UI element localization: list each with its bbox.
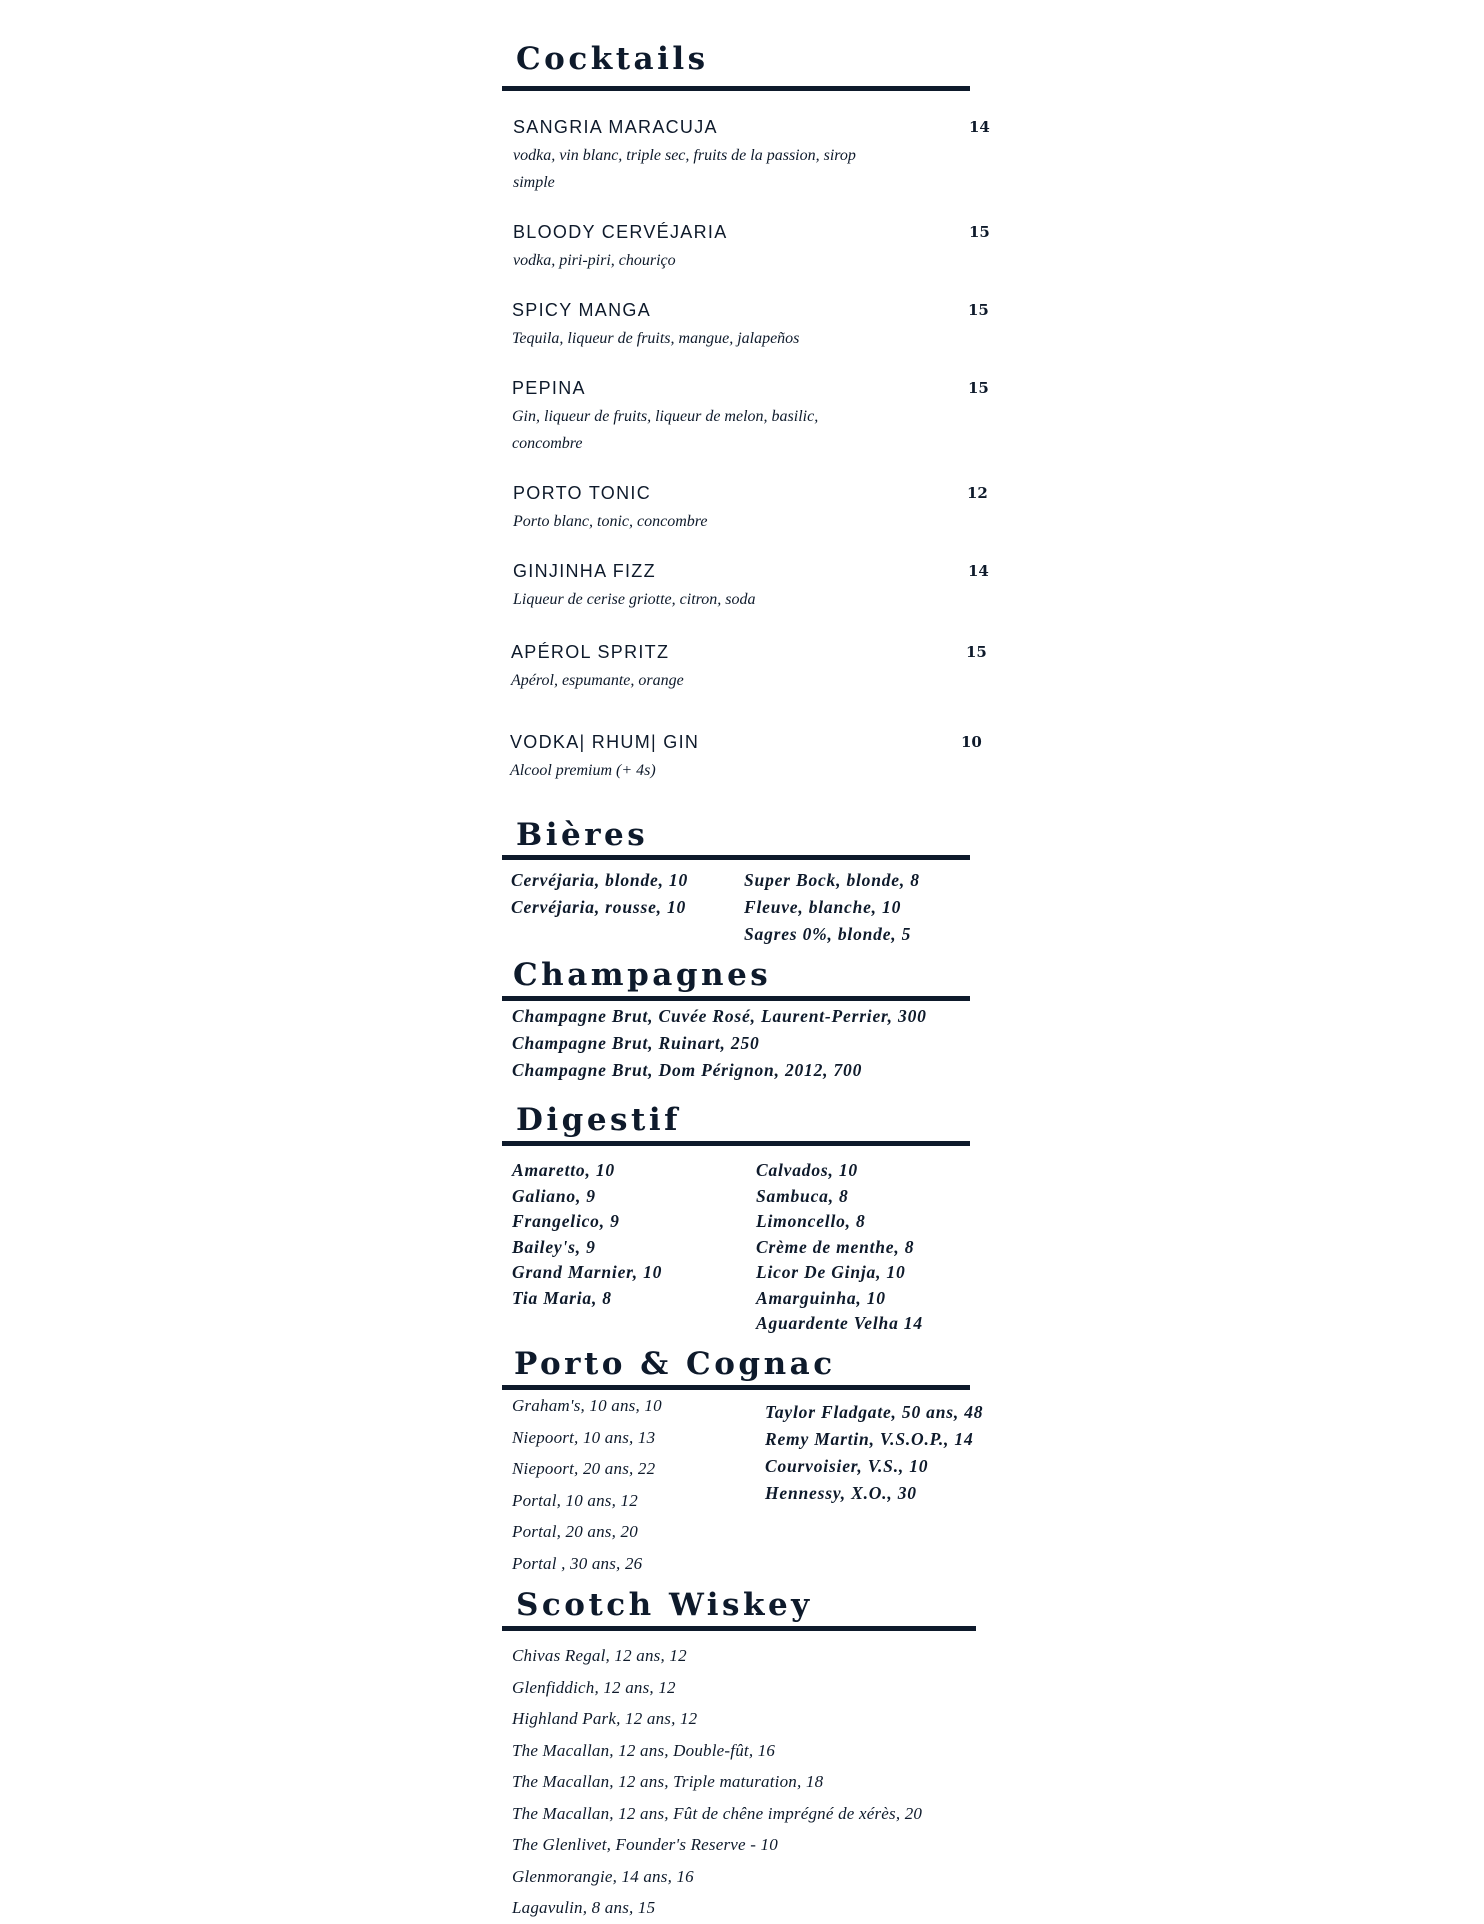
list-item: Amaretto, 10 bbox=[512, 1160, 615, 1180]
list-item: Calvados, 10 bbox=[756, 1160, 858, 1180]
bieres-divider bbox=[502, 855, 970, 860]
list-item: Limoncello, 8 bbox=[756, 1211, 866, 1231]
cognac-list-right bbox=[765, 1399, 983, 1507]
list-item: Cervéjaria, rousse, 10 bbox=[511, 897, 687, 917]
list-item: The Macallan, 12 ans, Triple maturation, 18 bbox=[512, 1772, 824, 1791]
list-item: Grand Marnier, 10 bbox=[512, 1262, 663, 1282]
bieres-list-left bbox=[511, 867, 688, 921]
cocktail-price: 15 bbox=[969, 223, 990, 241]
cocktail-price: 15 bbox=[968, 379, 989, 397]
cocktail-price: 15 bbox=[968, 301, 989, 319]
champagnes-heading: Champagnes bbox=[513, 957, 772, 993]
list-item: Frangelico, 9 bbox=[512, 1211, 620, 1231]
list-item: Courvoisier, V.S., 10 bbox=[765, 1456, 929, 1476]
list-item: Sambuca, 8 bbox=[756, 1185, 849, 1206]
digestif-list-left bbox=[512, 1158, 662, 1311]
list-item: Niepoort, 20 ans, 22 bbox=[512, 1459, 656, 1478]
scotch-divider bbox=[502, 1626, 976, 1631]
list-item: Champagne Brut, Ruinart, 250 bbox=[512, 1033, 760, 1053]
list-item: Cervéjaria, blonde, 10 bbox=[511, 870, 689, 890]
list-item: Portal, 10 ans, 12 bbox=[512, 1490, 638, 1510]
cocktails-heading: Cocktails bbox=[516, 41, 709, 77]
list-item: Glenfiddich, 12 ans, 12 bbox=[512, 1677, 676, 1697]
list-item: Portal, 20 ans, 20 bbox=[512, 1522, 638, 1541]
list-item: Chivas Regal, 12 ans, 12 bbox=[512, 1646, 687, 1665]
list-item: Aguardente Velha 14 bbox=[756, 1313, 923, 1333]
list-item: Crème de menthe, 8 bbox=[756, 1236, 915, 1257]
cocktail-price: 12 bbox=[967, 484, 988, 502]
cocktail-description: Gin, liqueur de fruits, liqueur de melon, basilic, concombre bbox=[512, 408, 819, 452]
list-item: Fleuve, blanche, 10 bbox=[744, 897, 902, 917]
list-item: Portal , 30 ans, 26 bbox=[512, 1553, 643, 1573]
list-item: Super Bock, blonde, 8 bbox=[744, 870, 920, 890]
cocktail-description: Porto blanc, tonic, concombre bbox=[513, 513, 708, 530]
bieres-heading: Bières bbox=[516, 817, 649, 853]
list-item: Champagne Brut, Dom Pérignon, 2012, 700 bbox=[512, 1060, 863, 1080]
bieres-list-right bbox=[744, 867, 920, 948]
list-item: Hennessy, X.O., 30 bbox=[765, 1483, 917, 1503]
list-item: Remy Martin, V.S.O.P., 14 bbox=[765, 1429, 974, 1449]
list-item: Galiano, 9 bbox=[512, 1185, 596, 1206]
cocktail-name: VODKA| RHUM| GIN bbox=[510, 732, 700, 752]
cocktail-name: SPICY MANGA bbox=[512, 300, 651, 320]
cocktail-description: vodka, vin blanc, triple sec, fruits de la passion, sirop simple bbox=[513, 147, 856, 191]
cocktail-name: BLOODY CERVÉJARIA bbox=[513, 222, 728, 242]
list-item: Amarguinha, 10 bbox=[756, 1287, 886, 1308]
list-item: Lagavulin, 8 ans, 15 bbox=[512, 1898, 656, 1917]
cocktail-description: Liqueur de cerise griotte, citron, soda bbox=[513, 591, 756, 608]
digestif-list-right bbox=[756, 1158, 923, 1337]
list-item: Taylor Fladgate, 50 ans, 48 bbox=[765, 1402, 984, 1422]
cocktail-name: SANGRIA MARACUJA bbox=[513, 117, 718, 137]
digestif-divider bbox=[502, 1141, 970, 1146]
porto-cognac-heading: Porto & Cognac bbox=[514, 1346, 836, 1382]
cocktail-price: 10 bbox=[961, 733, 982, 751]
cocktail-price: 14 bbox=[968, 562, 989, 580]
list-item: Licor De Ginja, 10 bbox=[756, 1262, 906, 1282]
list-item: Tia Maria, 8 bbox=[512, 1287, 612, 1308]
list-item: Graham's, 10 ans, 10 bbox=[512, 1396, 662, 1415]
cocktail-description: Alcool premium (+ 4s) bbox=[510, 762, 656, 779]
cocktail-description: vodka, piri-piri, chouriço bbox=[513, 252, 676, 269]
cocktail-name: APÉROL SPRITZ bbox=[511, 642, 670, 662]
list-item: Sagres 0%, blonde, 5 bbox=[744, 924, 912, 944]
scotch-heading: Scotch Wiskey bbox=[516, 1587, 813, 1623]
cocktails-divider bbox=[502, 86, 970, 91]
cocktail-name: PORTO TONIC bbox=[513, 483, 651, 503]
list-item: Glenmorangie, 14 ans, 16 bbox=[512, 1866, 694, 1886]
list-item: The Macallan, 12 ans, Fût de chêne imprégné de xérès, 20 bbox=[512, 1803, 923, 1823]
champagnes-divider bbox=[502, 996, 970, 1001]
cocktail-description: Tequila, liqueur de fruits, mangue, jalapeños bbox=[512, 330, 800, 347]
cocktail-name: GINJINHA FIZZ bbox=[513, 561, 656, 581]
list-item: The Glenlivet, Founder's Reserve - 10 bbox=[512, 1835, 778, 1854]
cocktail-name: PEPINA bbox=[512, 378, 586, 398]
list-item: The Macallan, 12 ans, Double-fût, 16 bbox=[512, 1740, 776, 1760]
list-item: Bailey's, 9 bbox=[512, 1236, 596, 1257]
list-item: Highland Park, 12 ans, 12 bbox=[512, 1709, 698, 1728]
digestif-heading: Digestif bbox=[516, 1102, 681, 1138]
list-item: Champagne Brut, Cuvée Rosé, Laurent-Perrier, 300 bbox=[512, 1006, 927, 1026]
cocktail-price: 15 bbox=[966, 643, 987, 661]
scotch-list bbox=[512, 1640, 922, 1924]
champagnes-list bbox=[512, 1003, 927, 1084]
cocktail-price: 14 bbox=[969, 118, 990, 136]
cocktail-description: Apérol, espumante, orange bbox=[511, 672, 684, 689]
list-item: Niepoort, 10 ans, 13 bbox=[512, 1427, 656, 1447]
porto-list-left bbox=[512, 1390, 662, 1579]
